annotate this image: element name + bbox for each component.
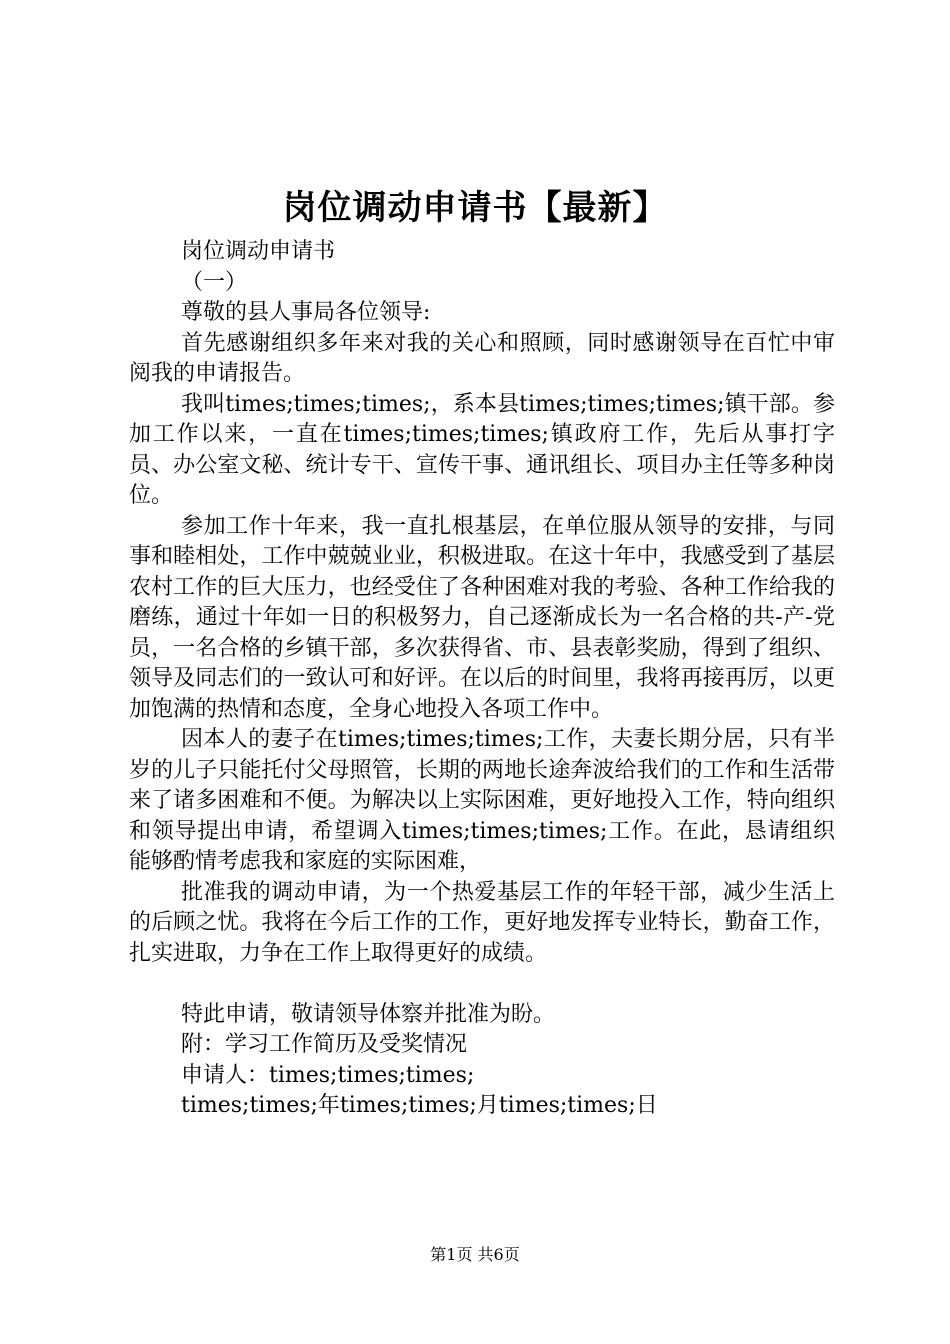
attachment-line: 附：学习工作简历及受奖情况 xyxy=(181,1032,468,1057)
body-paragraph: 我叫times;times;times;，系本县times;times;times;镇干部。参加工作以来，一直在times;times;times;镇政府工作，先后从事打字员、办公室文秘、统计专干、宣传干事、通讯组长、项目办主任等多种岗位。 xyxy=(129,391,835,508)
applicant-line: 申请人：times;times;times; xyxy=(181,1062,475,1088)
document-body xyxy=(129,237,835,1122)
date-line: times;times;年times;times;月times;times;日 xyxy=(181,1093,658,1118)
body-paragraph: 参加工作十年来，我一直扎根基层，在单位服从领导的安排，与同事和睦相处，工作中兢兢业业，积极进取。在这十年中，我感受到了基层农村工作的巨大压力，也经受住了各种困难对我的考验、各种工作给我的磨练，通过十年如一日的积极努力，自己逐渐成长为一名合格的共-产-党员，一名合格的乡镇干部，多次获得省、市、县表彰奖励，得到了组织、领导及同志们的一致认可和好评。在以后的时间里，我将再接再厉，以更加饱满的热情和态度，全身心地投入各项工作中。 xyxy=(129,513,835,722)
document-title: 岗位调动申请书【最新】 xyxy=(282,188,668,228)
section-number: （一） xyxy=(181,269,248,295)
document-subtitle: 岗位调动申请书 xyxy=(181,239,336,264)
body-paragraph: 因本人的妻子在times;times;times;工作，夫妻长期分居，只有半岁的儿子只能托付父母照管，长期的两地长途奔波给我们的工作和生活带来了诸多困难和不便。为解决以上实际困难，更好地投入工作，特向组织和领导提出申请，希望调入times;times;times;工作。在此，恳请组织能够酌情考虑我和家庭的实际困难， xyxy=(129,727,835,874)
paragraph-spacer xyxy=(129,969,835,1000)
salutation: 尊敬的县人事局各位领导: xyxy=(181,300,431,325)
body-paragraph: 批准我的调动申请，为一个热爱基层工作的年轻干部，减少生活上的后顾之忧。我将在今后工作的工作，更好地发挥专业特长，勤奋工作，扎实进取，力争在工作上取得更好的成绩。 xyxy=(129,879,835,966)
body-paragraph: 首先感谢组织多年来对我的关心和照顾，同时感谢领导在百忙中审阅我的申请报告。 xyxy=(129,330,835,386)
page-number: 第1页 共6页 xyxy=(430,1245,520,1264)
closing-line: 特此申请，敬请领导体察并批准为盼。 xyxy=(181,1001,556,1027)
